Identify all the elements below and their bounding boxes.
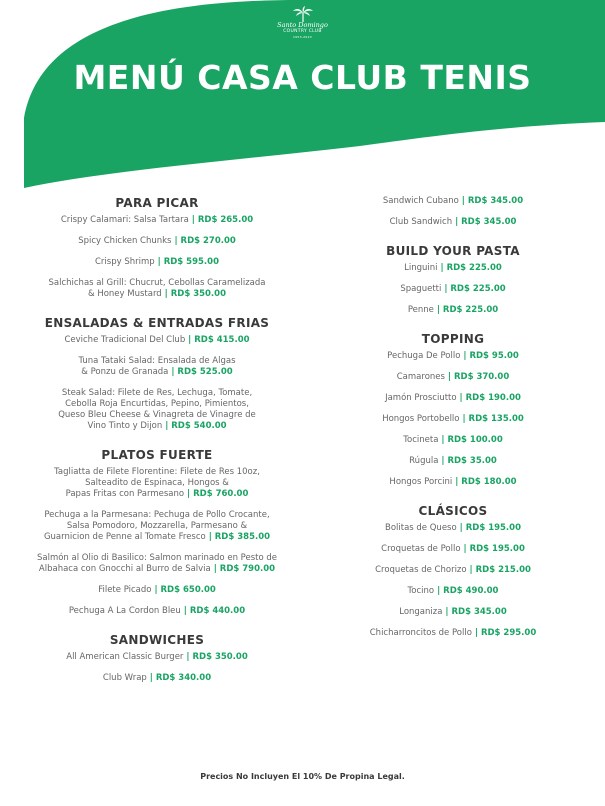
section-title: ENSALADAS & ENTRADAS FRIAS (44, 316, 270, 330)
menu-item-description: Queso Bleu Cheese & Vinagreta de Vinagre de (58, 410, 256, 420)
menu-item (308, 263, 598, 274)
menu-item-price: RD$ 215.00 (475, 565, 531, 575)
menu-item (16, 510, 298, 543)
menu-item-description: Pechuga a la Parmesana: Pechuga de Pollo Crocante, (44, 510, 270, 520)
menu-item-description: Crispy Shrimp (95, 257, 155, 267)
menu-item-price: RD$ 35.00 (447, 456, 497, 466)
price-separator: | (185, 335, 195, 345)
menu-item-description: Tuna Tataki Salad: Ensalada de Algas (78, 356, 236, 366)
section-title: PLATOS FUERTE (101, 448, 213, 462)
menu-item (16, 388, 298, 432)
menu-item (308, 305, 598, 316)
price-separator: | (460, 544, 470, 554)
menu-item-price: RD$ 345.00 (467, 196, 524, 206)
menu-item-description: Tagliatta de Filete Florentine: Filete de Res 10oz, (54, 467, 260, 477)
menu-item-price: RD$ 180.00 (461, 477, 517, 487)
menu-item-price: RD$ 350.00 (192, 652, 248, 662)
menu-item-price: RD$ 135.00 (468, 414, 524, 424)
menu-item (16, 673, 298, 684)
menu-item-description: Salchichas al Grill: Chucrut, Cebollas Caramelizada (48, 278, 266, 288)
section-title: CLÁSICOS (418, 504, 488, 518)
menu-item-description: Longaniza (399, 607, 443, 617)
price-separator: | (452, 217, 462, 227)
menu-item-price: RD$ 195.00 (469, 544, 525, 554)
price-separator: | (438, 456, 448, 466)
menu-item (308, 477, 598, 488)
menu-item-description: Penne (407, 305, 434, 315)
price-separator: | (433, 305, 443, 315)
price-separator: | (441, 284, 451, 294)
menu-item-description: Spicy Chicken Chunks (78, 236, 172, 246)
price-separator: | (184, 489, 194, 499)
price-separator: | (434, 586, 444, 596)
menu-item-price: RD$ 195.00 (465, 523, 521, 533)
menu-item-description: Bolitas de Queso (384, 523, 457, 533)
menu-item-price: RD$ 225.00 (442, 305, 499, 315)
menu-item-description: & Honey Mustard (87, 289, 162, 299)
menu-section (16, 310, 298, 432)
menu-section (308, 326, 598, 488)
menu-section (308, 238, 598, 316)
menu-item-description: Albahaca con Gnocchi al Burro de Salvia (38, 564, 211, 574)
menu-item-price: RD$ 490.00 (443, 586, 499, 596)
menu-item-price: RD$ 595.00 (163, 257, 219, 267)
price-separator: | (205, 532, 215, 542)
menu-item (308, 284, 598, 295)
menu-item-price: RD$ 760.00 (193, 489, 249, 499)
menu-item-description: Croquetas de Pollo (381, 544, 461, 554)
menu-item-description: Sandwich Cubano (382, 196, 459, 206)
price-separator: | (452, 477, 462, 487)
menu-item-description: Salsa Pomodoro, Mozzarella, Parmesano & (66, 521, 248, 531)
price-separator: | (151, 585, 161, 595)
menu-item-description: Filete Picado (98, 585, 152, 595)
menu-item-price: RD$ 370.00 (453, 372, 510, 382)
menu-item-description: Camarones (396, 372, 445, 382)
menu-column-left (16, 196, 298, 694)
price-separator: | (458, 196, 468, 206)
menu-item-description: Hongos Porcini (389, 477, 453, 487)
price-separator: | (471, 628, 481, 638)
price-separator: | (154, 257, 164, 267)
menu-column-right (308, 196, 598, 649)
menu-item (16, 585, 298, 596)
menu-item-price: RD$ 100.00 (447, 435, 503, 445)
menu-item (16, 467, 298, 500)
menu-item-description: Steak Salad: Filete de Res, Lechuga, Tomate, (61, 388, 253, 398)
menu-item-description: Jamón Prosciutto (385, 393, 457, 403)
price-separator: | (146, 673, 156, 683)
palm-tree-icon (292, 6, 314, 22)
menu-item (308, 414, 598, 425)
menu-item (308, 456, 598, 467)
menu-item-price: RD$ 340.00 (155, 673, 212, 683)
menu-item-description: Salteadito de Espinaca, Hongos & (85, 478, 229, 488)
page-title: MENÚ CASA CLUB TENIS (73, 58, 532, 97)
price-separator: | (459, 414, 469, 424)
price-separator: | (171, 236, 181, 246)
menu-item (16, 215, 298, 226)
menu-item-description: Club Sandwich (389, 217, 453, 227)
price-separator: | (460, 351, 470, 361)
menu-item-description: Linguini (404, 263, 438, 273)
logo-years: 1953-2023 (292, 35, 313, 39)
menu-item-description: Cebolla Roja Encurtidas, Pepino, Pimientos, (65, 399, 249, 409)
menu-item-price: RD$ 270.00 (180, 236, 236, 246)
menu-item (308, 607, 598, 618)
menu-item-price: RD$ 790.00 (219, 564, 276, 574)
menu-item-description: Pechuga A La Cordon Bleu (68, 606, 181, 616)
price-separator: | (456, 393, 466, 403)
menu-item-description: All American Classic Burger (66, 652, 184, 662)
menu-item-price: RD$ 440.00 (189, 606, 246, 616)
menu-item (16, 652, 298, 663)
menu-item-description: Pechuga De Pollo (387, 351, 461, 361)
menu-section (16, 442, 298, 617)
menu-item-description: Croquetas de Chorizo (375, 565, 467, 575)
menu-section (16, 196, 298, 300)
menu-item (308, 523, 598, 534)
price-separator: | (180, 606, 190, 616)
menu-item (308, 628, 598, 639)
price-separator: | (183, 652, 193, 662)
menu-item-description: Guarnicion de Penne al Tomate Fresco (43, 532, 206, 542)
section-title: SANDWICHES (109, 633, 205, 647)
menu-item-description: Salmón al Olio di Basilico: Salmon marinado en Pesto de (36, 553, 277, 563)
price-separator: | (162, 421, 172, 431)
menu-item (16, 356, 298, 378)
price-separator: | (188, 215, 198, 225)
menu-item (16, 553, 298, 575)
menu-item (16, 335, 298, 346)
menu-item-price: RD$ 265.00 (197, 215, 254, 225)
section-title: PARA PICAR (115, 196, 199, 210)
club-logo (0, 6, 605, 39)
menu-item-description: Rúgula (409, 456, 439, 466)
menu-item (308, 351, 598, 362)
menu-section (308, 196, 598, 228)
menu-item-price: RD$ 540.00 (171, 421, 227, 431)
menu-item (16, 606, 298, 617)
menu-item-description: & Ponzu de Granada (81, 367, 169, 377)
price-separator: | (466, 565, 476, 575)
menu-item-price: RD$ 95.00 (469, 351, 519, 361)
menu-item-description: Hongos Portobello (382, 414, 460, 424)
menu-item-description: Vino Tinto y Dijon (87, 421, 163, 431)
menu-item-description: Papas Fritas con Parmesano (65, 489, 185, 499)
price-separator: | (456, 523, 466, 533)
footer-note: Precios No Incluyen El 10% De Propina Legal. (200, 772, 405, 781)
menu-item (308, 586, 598, 597)
logo-script-text: Santo Domingo (277, 21, 328, 29)
menu-item-description: Ceviche Tradicional Del Club (64, 335, 186, 345)
menu-item (308, 196, 598, 207)
price-separator: | (444, 372, 454, 382)
menu-item (308, 217, 598, 228)
menu-item (308, 372, 598, 383)
menu-item-description: Crispy Calamari: Salsa Tartara (60, 215, 189, 225)
menu-item-price: RD$ 525.00 (177, 367, 233, 377)
menu-item-price: RD$ 295.00 (480, 628, 537, 638)
menu-item-price: RD$ 350.00 (170, 289, 226, 299)
menu-item (16, 236, 298, 247)
menu-item (16, 278, 298, 300)
price-separator: | (438, 435, 448, 445)
section-title: BUILD YOUR PASTA (386, 244, 520, 258)
price-separator: | (437, 263, 447, 273)
menu-item (308, 544, 598, 555)
menu-item-description: Tocino (407, 586, 435, 596)
price-separator: | (161, 289, 171, 299)
menu-item (308, 435, 598, 446)
menu-item-price: RD$ 345.00 (451, 607, 507, 617)
menu-item-description: Spaguetti (400, 284, 442, 294)
menu-item-price: RD$ 190.00 (465, 393, 521, 403)
logo-subtitle: COUNTRY CLUB (283, 29, 322, 34)
menu-item-price: RD$ 345.00 (461, 217, 517, 227)
menu-item-description: Tocineta (403, 435, 439, 445)
section-title: TOPPING (421, 332, 485, 346)
menu-item-description: Club Wrap (102, 673, 147, 683)
menu-section (308, 498, 598, 639)
menu-item (308, 565, 598, 576)
menu-item-description: Chicharroncitos de Pollo (369, 628, 472, 638)
menu-item-price: RD$ 415.00 (194, 335, 250, 345)
menu-section (16, 627, 298, 684)
price-separator: | (210, 564, 220, 574)
price-separator: | (168, 367, 178, 377)
price-separator: | (442, 607, 452, 617)
menu-item-price: RD$ 385.00 (214, 532, 271, 542)
menu-item (308, 393, 598, 404)
menu-item-price: RD$ 225.00 (446, 263, 502, 273)
menu-item (16, 257, 298, 268)
menu-item-price: RD$ 650.00 (160, 585, 216, 595)
menu-item-price: RD$ 225.00 (450, 284, 506, 294)
